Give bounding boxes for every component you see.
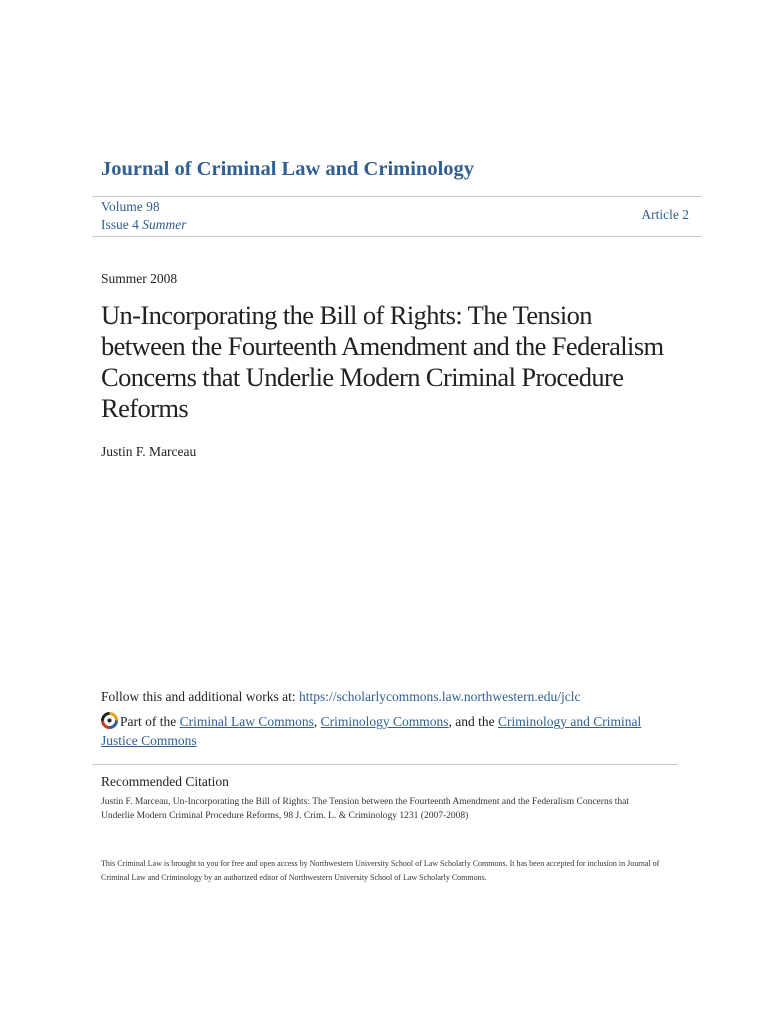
header-divider-top [92, 196, 701, 197]
commons-prefix: Part of the [120, 714, 180, 729]
article-number-link[interactable]: Article 2 [641, 207, 689, 222]
commons-separator-1: , [313, 714, 321, 729]
author-name: Justin F. Marceau [101, 444, 197, 459]
follow-works-line [101, 689, 580, 705]
publication-date: Summer 2008 [101, 271, 178, 286]
network-icon [101, 712, 118, 729]
access-statement: This Criminal Law is brought to you for free and open access by Northwestern University School of Law Scholarly Commons. It has been accepted for inclusion in Journal of Criminal Law and Criminology by an authorized editor of Northwestern University School of Law Scholarly Commons. [101, 859, 660, 882]
criminal-law-commons-link[interactable]: Criminal Law Commons [179, 714, 314, 729]
citation-divider [92, 764, 678, 765]
recommended-citation-text: Justin F. Marceau, Un-Incorporating the Bill of Rights: The Tension between the Fourteenth Amendment and the Federalism Concerns that Underlie Modern Criminal Procedure Reforms, 98 J. Crim. L. & Criminology 1231 (2007-2008) [101, 797, 630, 821]
volume-link[interactable]: Volume 98 [101, 199, 160, 214]
article-title: Un-Incorporating the Bill of Rights: The Tension between the Fourteenth Amendment and the Federalism Concerns that Underlie Modern Criminal Procedure Reforms [101, 300, 664, 423]
commons-separator-2: , and the [448, 714, 499, 729]
criminology-criminal-justice-commons-link[interactable]: Criminology and Criminal Justice Commons [101, 714, 642, 748]
recommended-citation-heading: Recommended Citation [101, 774, 229, 789]
issue-number: Issue 4 [101, 217, 139, 232]
issue-link[interactable] [101, 216, 187, 234]
journal-title[interactable]: Journal of Criminal Law and Criminology [101, 158, 475, 180]
criminology-commons-link[interactable]: Criminology Commons [320, 714, 449, 729]
follow-prefix: Follow this and additional works at: [101, 689, 299, 704]
header-divider-bottom [92, 236, 701, 237]
issue-info [101, 198, 187, 234]
commons-disciplines [101, 712, 681, 750]
issue-season: Summer [142, 217, 187, 232]
repository-link[interactable]: https://scholarlycommons.law.northwestern.edu/jclc [299, 689, 581, 704]
